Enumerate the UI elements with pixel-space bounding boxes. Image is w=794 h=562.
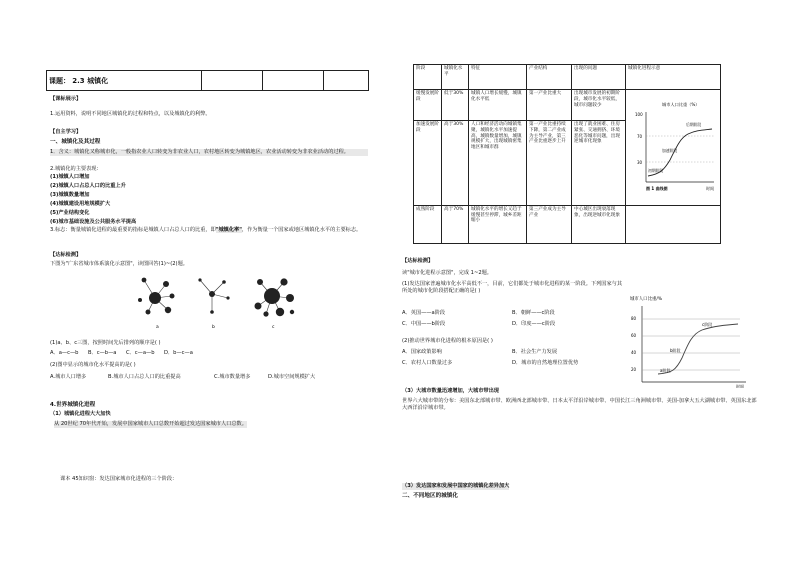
practice-header-right: 【达标检测】 (402, 258, 434, 264)
table-cell: 中心城区出现衰落现象，出现逆城市化现象 (572, 205, 626, 243)
diagram-b (198, 278, 229, 330)
chart2-stage-label: b阶段 (670, 348, 681, 353)
list-item: (1)城镇人口增加 (50, 174, 90, 180)
title-empty-cell (263, 71, 324, 91)
chart2-ytick: 40 (631, 350, 637, 355)
chart1-ytick: 30 (637, 160, 643, 165)
list-item: (3)城镇数量增加 (50, 192, 90, 198)
list-item: (6)城市基础设施及公共服务水平提高 (50, 219, 137, 225)
table-cell: 人口和经济活动向城镇集聚，城镇化水平加速提高，城镇数量增加，城镇规模扩大，出现城镇密集地区和城市群 (469, 121, 527, 206)
list-item: (4)城镇建设用地规模扩大 (50, 201, 111, 207)
objective-text: 1.运用资料，说明不同地区城镇化的过程和特点，以及城镇化的利弊。 (50, 111, 211, 117)
option: D．b—c—a (164, 350, 193, 356)
sub3-text: 世界六大城市带的分布：美国东北部城市带、欧洲西北部城市带、日本太平洋沿岸城市带、中国长江三角洲城市带、美国-加拿大五大湖城市带、英国东北部大西洋沿岸城市带。 (402, 398, 757, 411)
chart1-xlabel: 时间 (706, 186, 714, 191)
practice-header: 【达标检测】 (50, 252, 82, 258)
section4-title: 4.世界城镇化进程 (50, 402, 96, 408)
sub4-title: （3）发达国家和发展中国家的城镇化差异加大 (402, 483, 510, 489)
table-cell: 第三产业成为主导产业 (527, 205, 572, 243)
chart2-ytick: 60 (631, 333, 637, 338)
table-header-row (414, 65, 721, 90)
table-cell: 出现城市发展的初期阶段，城市化水平较低，城市问题较少 (572, 90, 626, 121)
chart1-stage-label: 后期阶段 (686, 122, 702, 127)
diagram-label-b: b (212, 325, 215, 330)
chart1-ytick: 100 (635, 112, 643, 117)
diagram-a (138, 278, 175, 330)
diagram-label-a: a (156, 325, 159, 330)
table-header: 城镇化进程示意 (626, 65, 721, 90)
table-cell: 成熟阶段 (414, 205, 442, 243)
option: C.城市数量增多 (214, 374, 251, 380)
urbanization-definition: 1．含义：城镇化又称城市化，一般指农业人口转变为非农业人口，农村地区转变为城镇地区，农业活动转变为非农业活动的过程。 (50, 149, 368, 156)
question-1-right-options (402, 310, 632, 330)
section2-title: 二、不同地区的城镇化 (402, 493, 458, 499)
urbanization-rate-highlight: "城镇化率" (215, 227, 242, 233)
table-header: 出现的问题 (572, 65, 626, 90)
indicator-text-a: 3.标志：衡量城镇化进程的最重要的指标是城镇人口占总人口的比重，即 (50, 227, 216, 233)
section1-title: 一、城镇化及其过程 (50, 139, 101, 145)
table-cell: 高于30% (442, 121, 469, 206)
section4-subtitle: （1）城镇化进程大大加快 (50, 411, 111, 417)
table-cell: 缓慢发展阶段 (414, 90, 442, 121)
manifestation-label: 2.城镇化的主要表现： (50, 166, 102, 172)
option: B．c—b—a (88, 350, 117, 356)
list-item: (2)城镇人口占总人口的比重上升 (50, 183, 126, 189)
chart1-ylabel: 城市人口比重（%） (662, 102, 700, 107)
sub3-title: （3）大城市数量迅速增加，大城市带出现 (402, 388, 499, 394)
table-cell: 第一产业比重持续下降，第二产业成为主导产业，第三产业比重逐步上升 (527, 121, 572, 206)
option: A．英国——a阶段 (402, 310, 446, 316)
option: D．印度——c阶段 (512, 321, 556, 327)
option: A．国家政策影响 (402, 349, 442, 355)
chart1-stage-label: 初期阶段 (648, 168, 664, 173)
self-study-header: 【自主学习】 (50, 129, 82, 135)
practice-intro: 下图为"广东省城市体系演化示意图"，读图回答(1)~(2)题。 (50, 261, 188, 267)
chart-cell (626, 90, 721, 206)
title-box (46, 70, 369, 91)
chart2-ylabel: 城市人口比重/% (630, 297, 662, 302)
practice-intro-right: 读"城市化进程示意图"，完成 1~2题。 (402, 270, 492, 276)
option: C．农村人口数量过多 (402, 360, 453, 366)
table-header: 产业结构 (527, 65, 572, 90)
table-header: 城镇化水平 (442, 65, 469, 90)
question-2: (2)图中显示的城市化水平提高的是( ) (50, 362, 136, 368)
option: B.城市人口占总人口的比重提高 (108, 374, 181, 380)
table-row (414, 205, 721, 243)
option: C．c—a—b (126, 350, 155, 356)
chart2-stage-label: a阶段 (660, 368, 671, 373)
table-cell (626, 205, 721, 243)
diagram-c (255, 278, 295, 330)
option: B．社会生产力发展 (512, 349, 558, 355)
table-header: 特征 (469, 65, 527, 90)
table-cell: 城镇人口增长缓慢，城镇化水平低 (469, 90, 527, 121)
question-1-options (50, 350, 370, 358)
table-cell: 城镇化水平的增长又趋于缓慢甚至停滞，城乡差距缩小 (469, 205, 527, 243)
indicator-text-b: ，作为衡量一个国家或地区城镇化水平的主要标志。 (241, 227, 362, 233)
urbanization-curve-chart-2 (628, 292, 750, 388)
objective-header: 【课标展示】 (50, 96, 82, 102)
option: D．城市的自然地理位置优势 (512, 360, 579, 366)
option: C．中国——b阶段 (402, 321, 446, 327)
question-1: (1)a、b、c三图，按照时间先后排列的顺序是( ) (50, 340, 161, 346)
urbanization-curve-chart-1 (626, 90, 720, 202)
table-row (414, 90, 721, 121)
question-1-right: (1)发达国家普遍城市化水平高低不一，目前，它们都处于城市化进程的某一阶段。下列国家与其所处的城市化阶段搭配正确的是( ) (402, 281, 623, 294)
urbanization-stage-table (413, 64, 721, 244)
question-2-options (50, 374, 370, 382)
chart1-caption: 图 1 曲线图 (646, 186, 668, 191)
question-2-right: (2)推动世界城市化进程的根本原因是( ) (402, 338, 493, 344)
option: D.城市空间规模扩大 (268, 374, 316, 380)
title-cell (47, 71, 202, 91)
page-title: 2.3 城镇化 (72, 76, 109, 85)
table-cell: 高于70% (442, 205, 469, 243)
title-empty-cell (202, 71, 263, 91)
table-cell: 加速发展阶段 (414, 121, 442, 206)
chart2-ytick: 80 (631, 316, 637, 321)
chart1-ytick: 70 (637, 134, 643, 139)
question-2-right-options (402, 349, 632, 369)
option: B．朝鲜——c阶段 (512, 310, 555, 316)
table-cell: 第一产业比重大 (527, 90, 572, 121)
option: A.城市人口增多 (50, 374, 87, 380)
chart2-stage-label: c阶段 (702, 322, 713, 327)
title-label: 课题： (49, 76, 70, 85)
option: A．a—c—b (50, 350, 79, 356)
table-cell: 低于30% (442, 90, 469, 121)
chart2-ytick: 20 (631, 367, 637, 372)
section4-text: 从 20世纪 70年代开始，发展中国家城市人口总数开始超过发达国家城市人口总数。 (54, 421, 247, 427)
chart2-xlabel: 时间 (736, 384, 744, 388)
indicator-text (50, 227, 370, 234)
city-system-diagram (120, 272, 310, 334)
table-header: 阶段 (414, 65, 442, 90)
footnote: 课本 45知识窗：发达国家城市化进程的三个阶段： (60, 476, 178, 482)
list-item: (5)产业结构变化 (50, 210, 90, 216)
diagram-label-c: c (272, 325, 275, 330)
title-empty-cell (324, 71, 369, 91)
table-cell: 出现了就业困难、住房紧张、交通拥挤、环境恶化等城市问题，出现逆城市化现象 (572, 121, 626, 206)
chart1-stage-label: 加速阶段 (662, 148, 678, 153)
